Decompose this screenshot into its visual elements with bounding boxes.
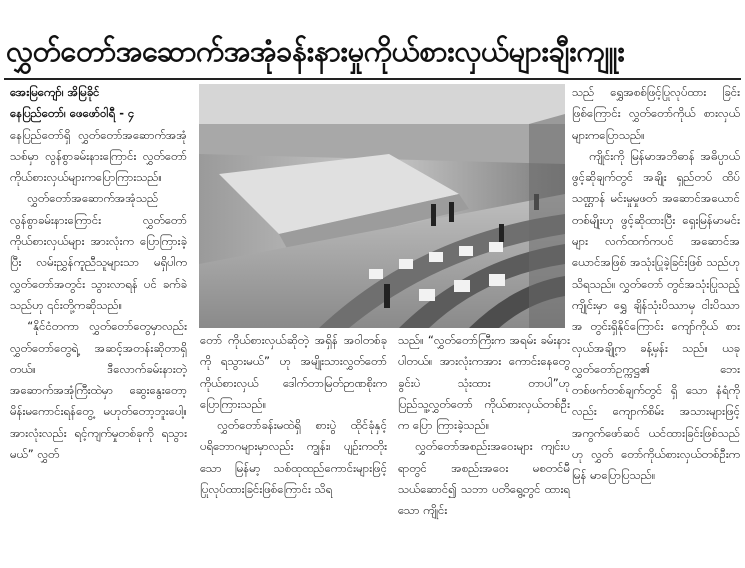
paragraph: “နိုင်ငံတကာ လွှတ်တော်တွေမှာလည်း လွှတ်တော်တွေရဲ့ အဆင့်အတန်းဆိုတာရှိတယ်။ ဒီလောက်ခမ်းနားတဲ့ အဆောက်အအုံကြီးထဲမှာ ဆွေးနွေးတော့ မိန်းမကောင်းရန်တွေ့ မဟုတ်တော့ဘူးပေါ့။ အားလုံးလည်း ရင့်ကျက်မှုတစ်ခုကို ရသွားမယ်” လွှတ် [10, 319, 187, 462]
article-column-2 [200, 330, 387, 500]
paragraph: သည်။ “လွှတ်တော်ကြီးက အရမ်း ခမ်းနားပါတယ်။ အားလုံးကအား ကောင်းနေတွေခွင်းပဲ သုံးထား တာပါ”ဟု ပြည်သူ့လွှတ်တော် ကိုယ်စားလှယ်တစ်ဦးက ပြော ကြားခဲ့သည်။ [398, 333, 570, 433]
paragraph: လွှတ်တော်အဆောက်အအုံသည် လွန်စွာခမ်းနားကြောင်း လွှတ်တော်ကိုယ်စားလှယ်များ အားလုံးက ပြောကြားခဲ့ပြီး လမ်းညွှန်ကူညီသူများသာ မရှိပါက လွှတ်တော်အတွင်း သွားလာရန် ပင် ခက်ခဲသည်ဟု ၎င်းတို့ကဆိုသည်။ [10, 191, 187, 312]
byline-reporter: အေးမြကျော်၊ အိမြခိုင် [10, 85, 100, 99]
paragraph: လွှတ်တော်ခန်းမထဲရှိ စားပွဲ ထိုင်ခုံနှင့် ပရိဘောဂများမှာလည်း ကျွန်း၊ ပျဉ်းကတိုးသော မြန်မာ့ သစ်ထုထည်ကောင်းများဖြင့် ပြုလုပ်ထားခြင်းဖြစ်ကြောင်း သိရ [200, 418, 387, 497]
paragraph: သည် ရွှေအစစ်ဖြင့်ပြုလုပ်ထား ခြင်းဖြစ်ကြောင်း လွှတ်တော်ကိုယ် စားလှယ်များကပြောသည်။ [572, 85, 740, 142]
article-column-1 [10, 82, 187, 465]
paragraph: တော် ကိုယ်စားလှယ်ဆိုတဲ့ အရှိန် အဝါတစ်ခုကို ရသွားမယ်” ဟု အမျိုးသားလွှတ်တော် ကိုယ်စားလှယ် ဒေါက်တာမြတ်ဉာဏစိုးက ပြောကြားသည်။ [200, 333, 387, 411]
paragraph: လွှတ်တော်အစည်းအဝေးများ ကျင်းပရာတွင် အစည်းအဝေး မစတင်မီ သယ်ဆောင်၍ သဘာ ပတိရွေ့တွင် ထားရသော ကျိုင်း [398, 439, 570, 518]
article-column-4 [572, 82, 740, 487]
chamber-photo-graphic [199, 84, 565, 328]
byline-dateline: နေပြည်တော်၊ ဖေဖော်ဝါရီ - ၄ [10, 106, 135, 121]
paragraph: နေပြည်တော်ရှိ လွှတ်တော်အဆောက်အအုံသစ်မှာ လွန်စွာခမ်းနားကြောင်း လွှတ်တော်ကိုယ်စားလှယ်များကပြောကြားသည်။ [10, 127, 187, 185]
parliament-chamber-photo [199, 84, 565, 328]
headline: လွှတ်တော်အဆောက်အအုံခန်းနားမှုကိုယ်စားလှယ်များချီးကျူး [6, 34, 625, 68]
paragraph: ကျိုင်းကို မြန်မာအဘိဓာန် အဓိပ္ပာယ်ဖွင့်ဆိုချက်တွင် အချိုး ရှည်တပ် ထိပ်သဏ္ဌာန် မင်းမှုမှုဖတ် အဆောင်အယောင်တစ်မျိုးဟု ဖွင့်ဆိုထားပြီး ရှေးမြန်မာမင်းများ လက်ထက်ကပင် အဆောင်အ ယောင်အဖြစ် အသုံးပြုခဲ့ခြင်းဖြစ် သည်ဟုသိရသည်။ လွှတ်တော် တွင်အသုံးပြုသည့် ကျိုင်းမှာ ရွှေ ချိန်သုံးပိဿာမှ ငါးပိဿာအ တွင်းရှိနိုင်ကြောင်း ကျော်ကိုယ် စားလှယ်အချို့က ခန့်မှန်း သည်။ ယခုလွှတ်တော်ဥက္ကဋ္ဌ၏ ဘေးတစ်ဖက်တစ်ချက်တွင် ရှိ သော နံရံကိုလည်း ကျောက်စိမ်း အသားများဖြင့် အကွက်ဖော်ဆင် ယင်ထားခြင်းဖြစ်သည်ဟု လွှတ် တော်ကိုယ်စားလှယ်တစ်ဦးက မြန် မာပြောပြသည်။ [572, 148, 740, 483]
headline-rule [4, 78, 741, 80]
article-column-3 [398, 330, 570, 522]
